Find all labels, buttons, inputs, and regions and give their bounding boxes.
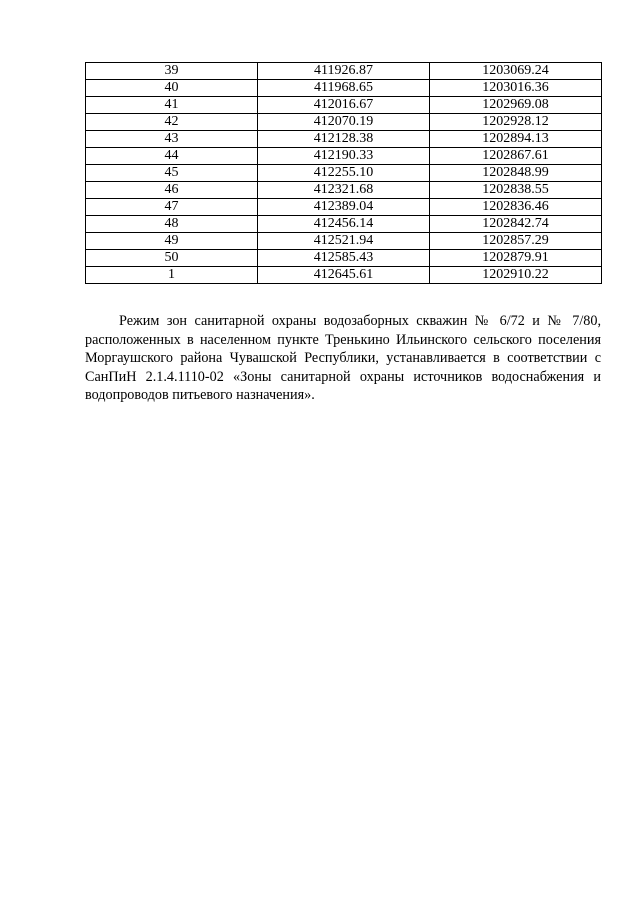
x-coordinate-cell: 411926.87 (258, 63, 430, 80)
x-coordinate-cell: 412585.43 (258, 250, 430, 267)
point-number-cell: 41 (86, 97, 258, 114)
body-paragraph: Режим зон санитарной охраны водозаборных скважин № 6/72 и № 7/80, расположенных в населенном пункте Тренькино Ильинского сельского поселения Моргаушского района Чувашской Республики, устанавливается в соответствии с СанПиН 2.1.4.1110-02 «Зоны санитарной охраны источников водоснабжения и водопроводов питьевого назначения». (85, 313, 601, 404)
table-row (86, 165, 602, 182)
table-row (86, 182, 602, 199)
point-number-cell: 46 (86, 182, 258, 199)
x-coordinate-cell: 412016.67 (258, 97, 430, 114)
point-number-cell: 44 (86, 148, 258, 165)
table-row (86, 267, 602, 284)
point-number-cell: 50 (86, 250, 258, 267)
x-coordinate-cell: 412321.68 (258, 182, 430, 199)
x-coordinate-cell: 412456.14 (258, 216, 430, 233)
y-coordinate-cell: 1202894.13 (430, 131, 602, 148)
y-coordinate-cell: 1202848.99 (430, 165, 602, 182)
table-row (86, 148, 602, 165)
point-number-cell: 39 (86, 63, 258, 80)
x-coordinate-cell: 412128.38 (258, 131, 430, 148)
x-coordinate-cell: 412255.10 (258, 165, 430, 182)
x-coordinate-cell: 411968.65 (258, 80, 430, 97)
point-number-cell: 45 (86, 165, 258, 182)
table-row (86, 97, 602, 114)
table-row (86, 80, 602, 97)
y-coordinate-cell: 1202879.91 (430, 250, 602, 267)
y-coordinate-cell: 1202838.55 (430, 182, 602, 199)
point-number-cell: 49 (86, 233, 258, 250)
y-coordinate-cell: 1202969.08 (430, 97, 602, 114)
point-number-cell: 42 (86, 114, 258, 131)
x-coordinate-cell: 412070.19 (258, 114, 430, 131)
x-coordinate-cell: 412389.04 (258, 199, 430, 216)
y-coordinate-cell: 1203069.24 (430, 63, 602, 80)
y-coordinate-cell: 1202857.29 (430, 233, 602, 250)
table-row (86, 216, 602, 233)
y-coordinate-cell: 1202836.46 (430, 199, 602, 216)
x-coordinate-cell: 412190.33 (258, 148, 430, 165)
table-row (86, 250, 602, 267)
y-coordinate-cell: 1203016.36 (430, 80, 602, 97)
x-coordinate-cell: 412521.94 (258, 233, 430, 250)
y-coordinate-cell: 1202928.12 (430, 114, 602, 131)
point-number-cell: 43 (86, 131, 258, 148)
table-row (86, 114, 602, 131)
coordinates-table (85, 62, 602, 284)
coordinates-table-body (86, 63, 602, 284)
point-number-cell: 1 (86, 267, 258, 284)
table-row (86, 233, 602, 250)
y-coordinate-cell: 1202842.74 (430, 216, 602, 233)
y-coordinate-cell: 1202867.61 (430, 148, 602, 165)
table-row (86, 199, 602, 216)
point-number-cell: 48 (86, 216, 258, 233)
y-coordinate-cell: 1202910.22 (430, 267, 602, 284)
table-row (86, 63, 602, 80)
table-row (86, 131, 602, 148)
point-number-cell: 40 (86, 80, 258, 97)
x-coordinate-cell: 412645.61 (258, 267, 430, 284)
point-number-cell: 47 (86, 199, 258, 216)
